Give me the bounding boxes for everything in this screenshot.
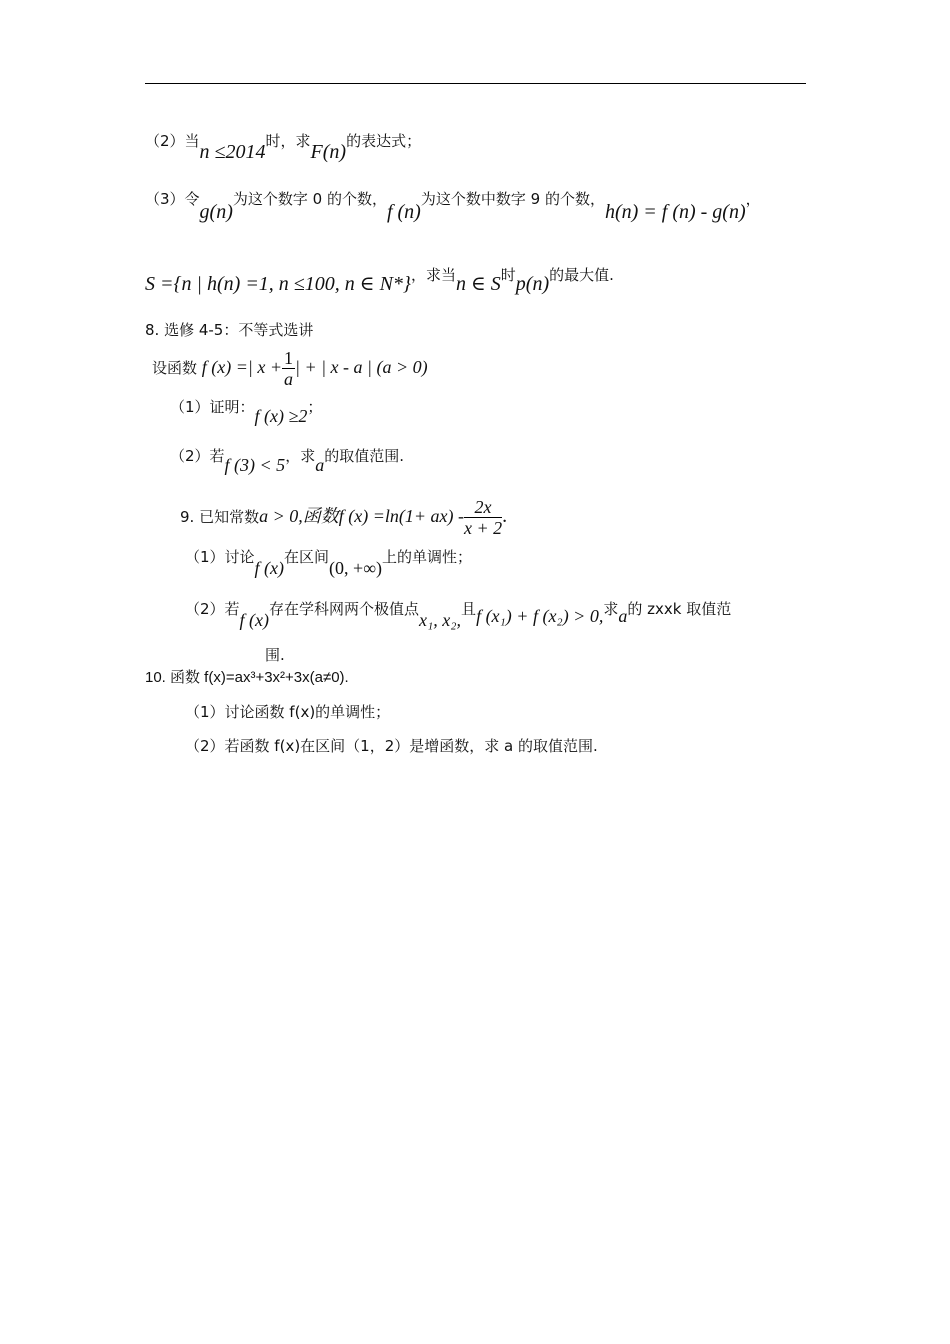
q7-part2-condition: n ≤2014	[199, 141, 266, 163]
q7-part3-h: h(n) = f (n) - g(n)	[604, 201, 746, 223]
q9-part2-extrema: x₁, x₂,	[419, 610, 462, 630]
q9-part2-label: （2）若	[185, 600, 240, 618]
q7-set-text1: ，求当	[410, 266, 456, 284]
q10-part2: （2）若函数 f(x)在区间（1，2）是增函数，求 a 的取值范围.	[185, 737, 598, 755]
q7-part2-F: F(n)	[310, 141, 347, 163]
q9-part1-end: 上的单调性；	[382, 548, 473, 566]
q10-title: 10. 函数 f(x)=ax³+3x²+3x(a≠0).	[145, 669, 349, 686]
q7-part3-g: g(n)	[199, 201, 233, 223]
q7-part2-text: 时，求	[265, 132, 311, 150]
q8-title: 8. 选修 4-5：不等式选讲	[145, 321, 314, 339]
q9-part1-f: f (x)	[254, 558, 285, 578]
q9-lead: 9. 已知常数	[180, 508, 260, 526]
q7-part3-text2: 为这个数中数字 9 的个数，	[420, 190, 605, 208]
q7-part2-end: 的表达式；	[346, 132, 422, 150]
q9-fraction	[464, 497, 502, 538]
q8-part2-a: a	[315, 455, 325, 475]
q9-part2-text1: 存在学科网两个极值点	[269, 600, 420, 618]
q8-definition-rhs: | + | x - a | (a > 0)	[295, 357, 428, 377]
q8-part2-text: ，求	[285, 447, 316, 465]
q7-set-S: S ={n | h(n) =1, n ≤100, n ∈ N*}	[145, 273, 411, 295]
q9-part2-wrap: 围.	[265, 646, 285, 664]
q7-part3-label: （3）令	[145, 190, 200, 208]
q9-part1-text: 在区间	[284, 548, 330, 566]
q9-part2	[185, 598, 732, 630]
q8-definition-label: 设函数	[152, 359, 198, 377]
q7-part3-text1: 为这个数字 0 的个数，	[232, 190, 387, 208]
q8-part2-label: （2）若	[170, 447, 225, 465]
q7-set-condition: n ∈ S	[455, 273, 501, 295]
q9-part2-f: f (x)	[239, 610, 270, 630]
q8-fraction-numerator: 1	[284, 348, 294, 368]
q7-part2	[145, 130, 422, 163]
q9-fraction-denominator: x + 2	[463, 518, 503, 538]
q8-part1-math: f (x) ≥2	[254, 406, 308, 426]
q9-part2-text2: 且	[461, 600, 477, 618]
q7-part3-comma: ，	[745, 190, 761, 208]
q7-set-end: 的最大值.	[549, 266, 614, 284]
q8-part2-math: f (3) < 5	[224, 455, 286, 475]
q10-part1: （1）讨论函数 f(x)的单调性；	[185, 703, 391, 721]
q8-definition-lhs: f (x) =| x +	[201, 357, 283, 377]
q9-part1-interval: (0, +∞)	[329, 558, 383, 578]
q9-part2-text4: 的 zxxk 取值范	[627, 600, 732, 618]
q9-fraction-numerator: 2x	[464, 497, 502, 518]
q9-function: a > 0,函数f (x) =ln(1+ ax) -	[259, 506, 464, 526]
q7-part3	[145, 188, 761, 223]
header-rule	[145, 83, 806, 84]
q9-part2-a: a	[618, 606, 628, 626]
q8-part2	[170, 445, 404, 475]
q7-set-text2: 时	[500, 266, 516, 284]
q9-part2-text3: 求	[603, 600, 619, 618]
q8-part1-label: （1）证明：	[170, 398, 255, 416]
q9-dot: .	[502, 505, 508, 527]
q8-fraction	[282, 348, 295, 389]
q9-statement	[180, 494, 507, 538]
q7-set-p: p(n)	[515, 273, 550, 295]
q8-part1-end: ；	[307, 398, 323, 416]
q9-part2-condition: f (x₁) + f (x₂) > 0,	[476, 606, 604, 626]
q9-part1-label: （1）讨论	[185, 548, 255, 566]
q8-part1	[170, 396, 323, 426]
q7-part2-label: （2）当	[145, 132, 200, 150]
q7-part3-f: f (n)	[386, 201, 421, 223]
q8-definition	[152, 344, 428, 390]
q8-fraction-denominator: a	[284, 369, 294, 389]
q8-part2-end: 的取值范围.	[324, 447, 404, 465]
q9-part1	[185, 546, 473, 578]
q7-set-definition	[145, 264, 614, 295]
